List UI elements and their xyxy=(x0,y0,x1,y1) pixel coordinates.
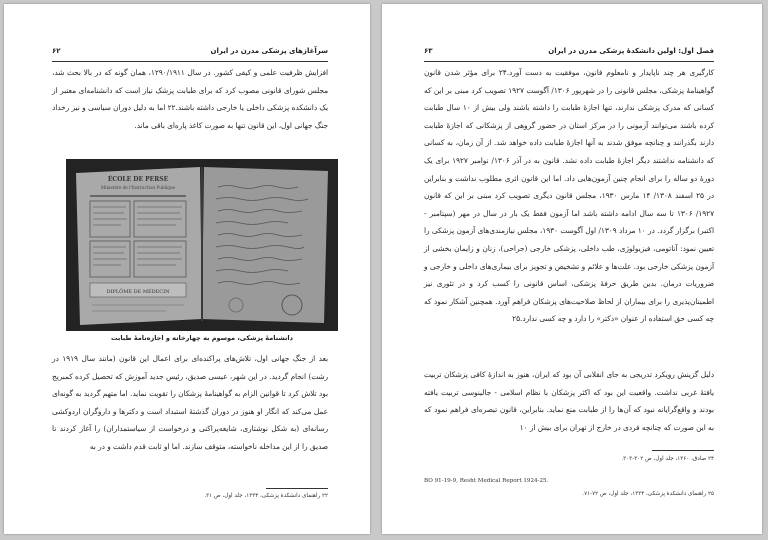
diploma-subheading: Ministère de l'Instruction Publique xyxy=(100,185,176,190)
right-running-title: فصل اول: اولین دانشکدهٔ پزشکی مدرن در ایران xyxy=(548,47,714,55)
right-running-head xyxy=(424,47,714,61)
right-header-rule xyxy=(424,61,714,62)
left-body-bottom xyxy=(52,350,328,456)
right-paragraph-1: کارگیری هر چند ناپایدار و نامعلوم قانون، موفقیت به دست آورد.۲۴ برای مؤثر شدن قانون گواهینامهٔ پزشکی، مجلس قانونی را در شهریور ۱۳۰۶/ آگوست ۱۹۲۷ تصویب کرد مبنی بر این که کسانی که مدرک پزشکی ندارند، تنها اجازهٔ طبابت را داشته باشند ولی بیش از ۱۰ سال طبابت کرده باشند می‌توانند آزمونی را در مرکز استان در حضور گروهی از پزشکانی که اجازهٔ طبابت دارند بگذرانند و چنانچه موفق شدند به آنها اجازهٔ طبابت داده خواهد شد. از آن زمان، به کسانی که دانشنامه نداشتند دیگر اجازهٔ طبابت داده نشد. قانون به در آذر ۱۳۰۶/ نوامبر ۱۹۲۷ برای یک دورهٔ دو ساله را برای انجام چنین آزمون‌هایی داد. اما این قانون اثری مطلوب نداشت و بنابراین در ۲۵ اسفند ۱۳۰۸/ ۱۴ مارس ۱۹۳۰، مجلس قانون دیگری تصویب کرد مبنی بر این که قانون ۱۹۲۷/ ۱۳۰۶ تا سه سال ادامه داشته باشد اما آزمون فقط یک بار در سال در مهر (سپتامبر - اکتبر) برگزار گردد. در ۱۰ مرداد ۱۳۰۹/ اول آگوست ۱۹۳۰، مجلس نیازمندی‌های آزمون پزشکی را تعیین نمود: آناتومی، فیزیولوژی، طب داخلی، پزشکی خارجی (جراحی)، زنان و زایمان بخشی از آزمون پزشکی خارجی بود. علت‌ها و علائم و تشخیص و تجویز برای بیماری‌های داخلی و خارجی و ضروریات درمان. بدین طریق حرفهٔ پزشکی، اساس قانونی را کسب کرد و در تئوری نیز اطمینان‌پذیری را برای بیماران از لحاظ صلاحیت‌های پزشکان فراهم آورد. همچنین آشکار نمود که چه کسی حق استفاده از عنوان «دکتر» را دارد و چه کسی ندارد.۲۵ xyxy=(424,68,715,324)
right-footnote-2: BO 91-19-9, Resht Medical Report 1924-25. xyxy=(424,478,549,484)
left-footnote: ۲۲ راهنمای دانشکدهٔ پزشکی، ۱۳۳۴، جلد اول، ص ۳۱. xyxy=(204,493,328,499)
right-page xyxy=(382,4,762,534)
left-footnote-rule xyxy=(266,488,328,489)
right-body-main xyxy=(424,64,714,328)
diploma-heading: ÉCOLE DE PERSE xyxy=(107,176,169,183)
left-running-title: سرآغازهای پزشکی مدرن در ایران xyxy=(210,47,328,55)
right-footnote-1: ۲۴ صادق، ۱۳۶۰، جلد اول، ص ۳۰۲-۳۰۳. xyxy=(621,456,714,462)
diploma-footer: DIPLÔME DE MÉDECIN xyxy=(106,289,170,295)
right-page-number: ۶۳ xyxy=(424,47,433,55)
left-paragraph-1: افزایش ظرفیت علمی و کیفی کشور. در سال ۱۲۹۰/۱۹۱۱، همان گونه که در بالا بحث شد، مجلس شورای قانونی مصوب کرد که برای طبابت پزشک نیاز است که دانشنامه‌ای معتبر از یک دانشکده پزشکی داخلی یا خارجی داشته باشند.۲۲ اما به دلیل دوران سیاسی و نیز رخداد جنگ جهانی اول، این قانون تنها به صورت کاغذ پاره‌ای باقی ماند. xyxy=(52,68,328,130)
left-header-rule xyxy=(52,61,328,62)
left-page-number: ۶۲ xyxy=(52,47,61,55)
left-page xyxy=(4,4,370,534)
diploma-image xyxy=(66,159,338,331)
left-running-head xyxy=(52,47,328,61)
right-footnote-3: ۲۵ راهنمای دانشکدهٔ پزشکی، ۱۳۳۴، جلد اول، ص ۷۲-۷۱. xyxy=(582,491,714,497)
left-body-top xyxy=(52,64,328,134)
right-paragraph-2: دلیل گزینش رویکرد تدریجی به جای انقلابی آن بود که ایران، هنوز به اندازهٔ کافی پزشکان تربیت یافتهٔ غربی نداشت. واقعیت این بود که اکثر پزشکان با نظام اسلامی - جالینوسی تربیت یافته بودند و واقع‌گرایانه نبود که آن‌ها را از طبابت منع نماید. بنابراین، قانون تبصره‌ای فراهم نمود که به این صورت که چنانچه فردی در خارج از تهران برای بیش از ۱۰ xyxy=(424,370,714,432)
right-body-second xyxy=(424,366,714,436)
diploma-photo xyxy=(66,159,338,331)
right-footnote-rule xyxy=(652,450,714,451)
left-paragraph-2: بعد از جنگ جهانی اول، تلاش‌های پراکنده‌ای برای اعمال این قانون (مانند سال ۱۹۱۹ در رشت) انجام گردید. در این شهر، عیسی صدیق، رئیس جدید آموزش که تحصیل کرده کمبریج بود تلاش کرد تا قوانین الزام به گواهینامهٔ پزشکان را تقویت نماید. اما متهم گردید به گونه‌ای عمل می‌کند که انگار او هنوز در دوران گذشتهٔ استبداد است و دکترها و داروگران اردوکشی رسانه‌ای (به شکل نوشتاری، شایعه‌پراکنی و درخواست از سیاستمداران) را آغاز کردند تا صدیق را از این مداخله ناخواسته، متوقف سازند. اما او ثابت قدم داشت و در به xyxy=(52,354,328,451)
figure-caption: دانشنامهٔ پزشکی، موسوم به چهارخانه و اجازه‌نامهٔ طبابت xyxy=(111,334,293,342)
